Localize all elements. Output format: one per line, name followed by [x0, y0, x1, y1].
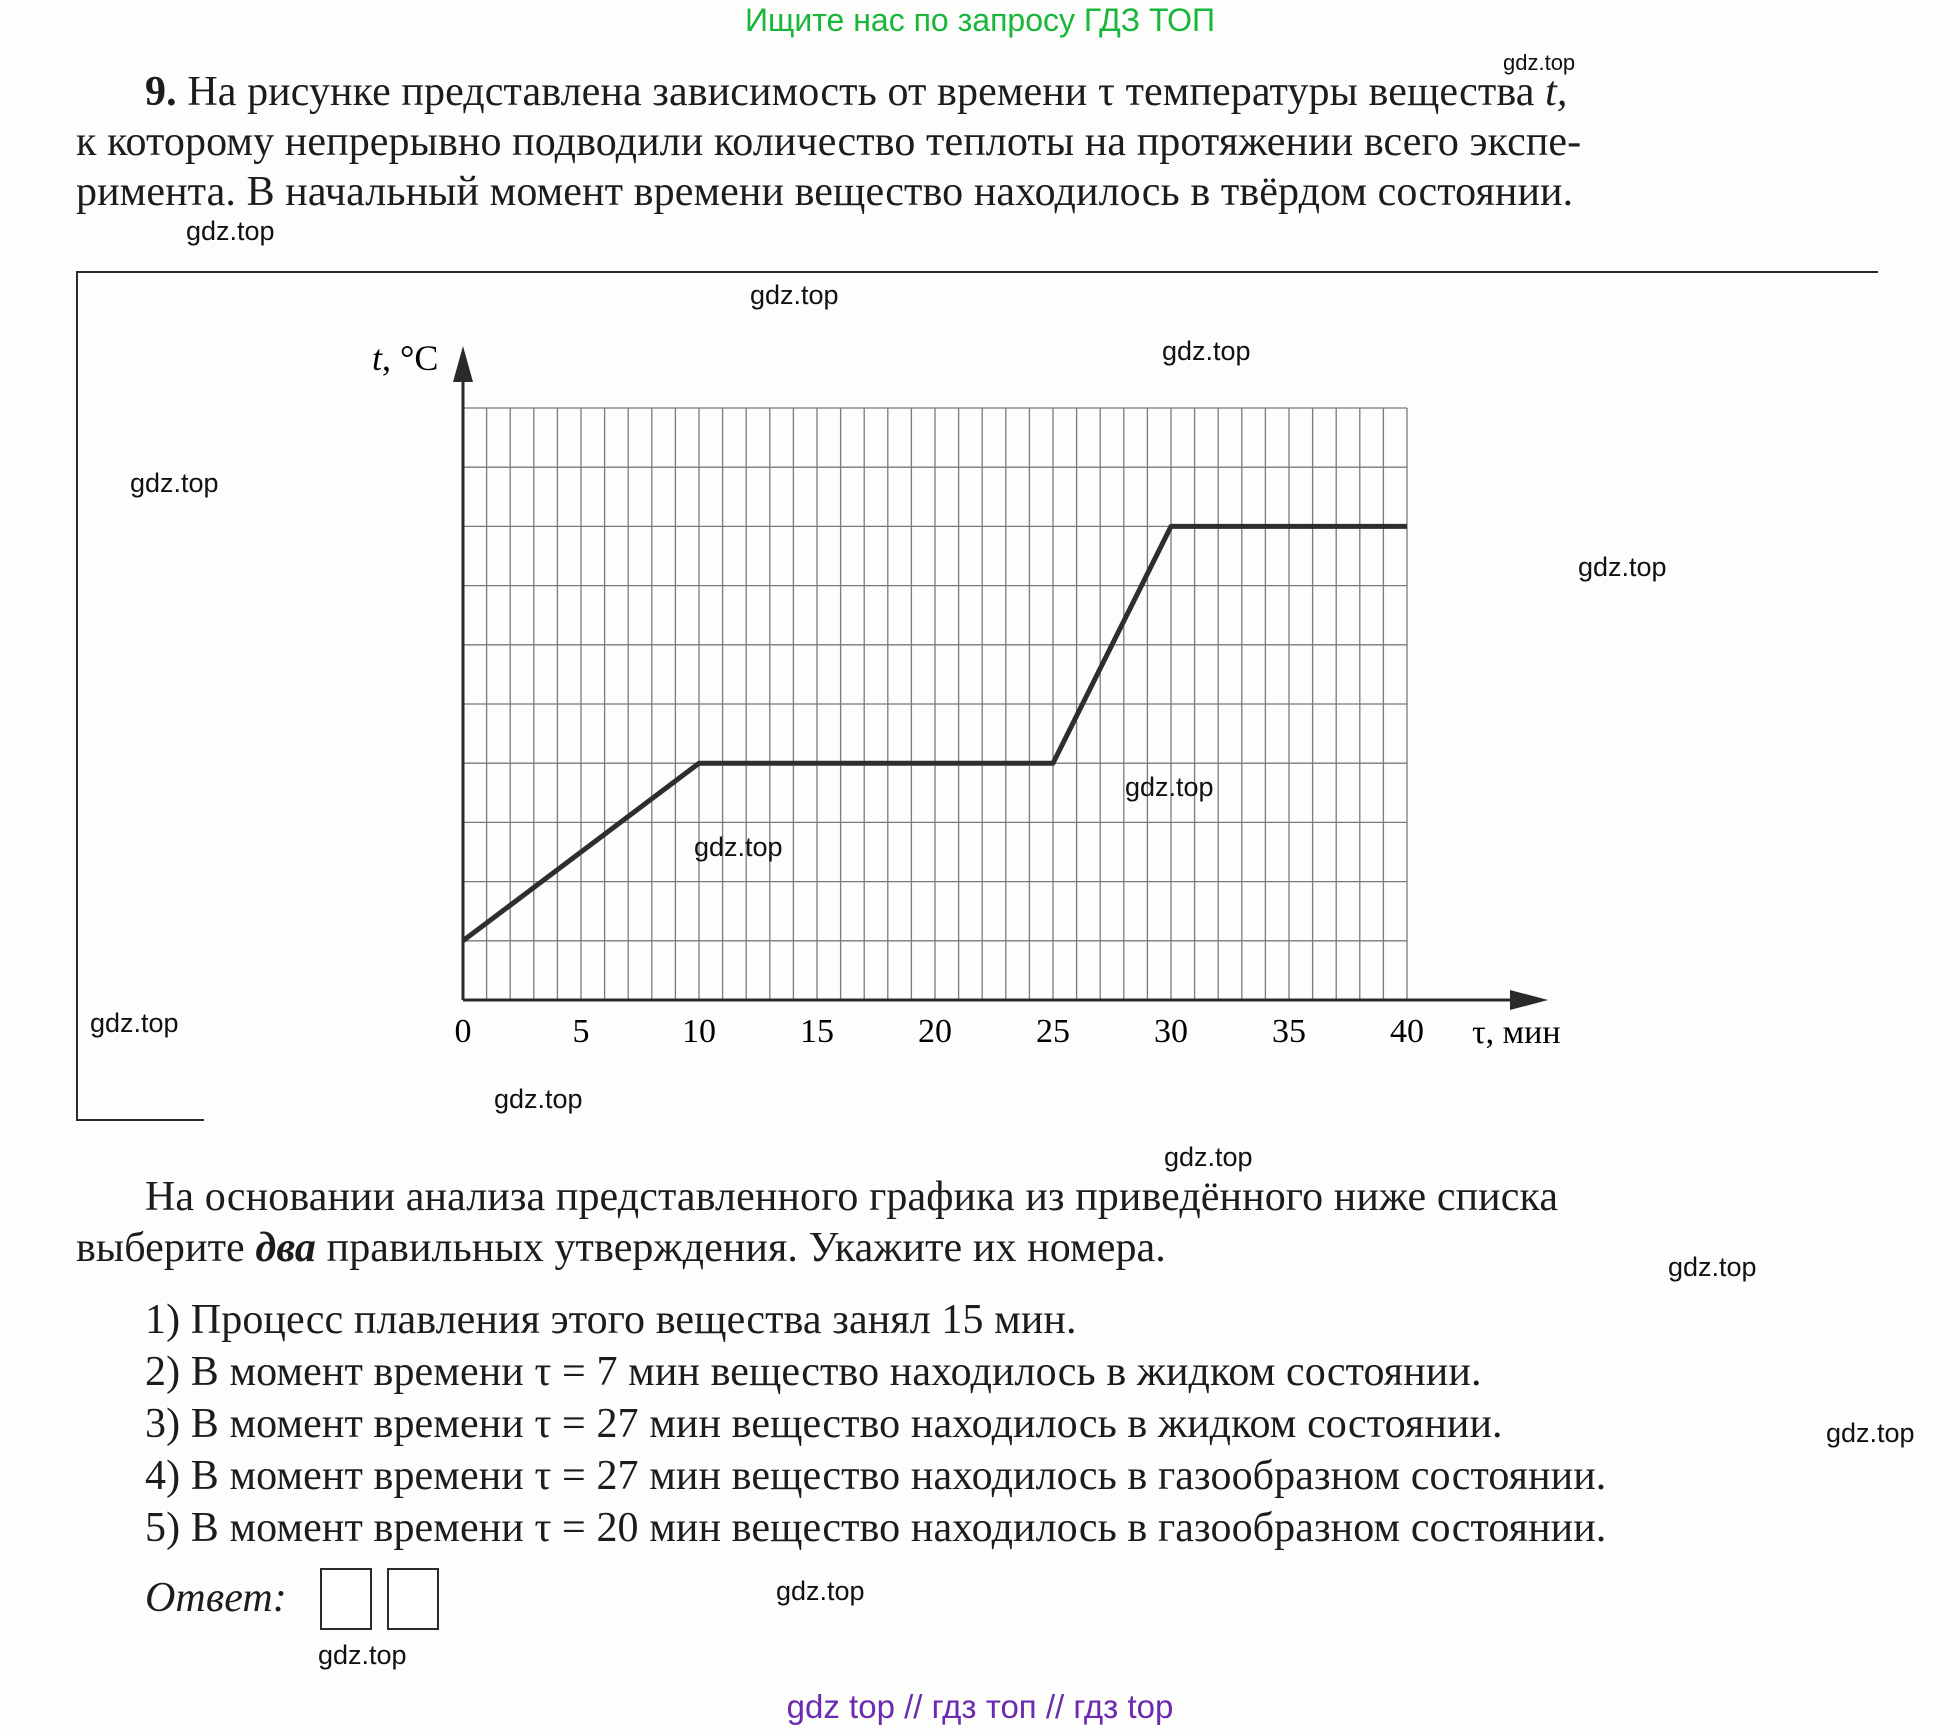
- question-line-2: [76, 1224, 1166, 1272]
- x-tick-label: 40: [1390, 1013, 1424, 1050]
- top-banner[interactable]: Ищите нас по запросу ГДЗ ТОП: [745, 2, 1215, 38]
- option-2: 2) В момент времени τ = 7 мин вещество находилось в жидком состоянии.: [145, 1349, 1482, 1395]
- watermark: gdz.top: [318, 1640, 407, 1670]
- option-3: 3) В момент времени τ = 27 мин вещество находилось в жидком состоянии.: [145, 1401, 1503, 1447]
- watermark: gdz.top: [494, 1084, 583, 1114]
- x-tick-label: 5: [572, 1013, 590, 1050]
- x-tick-label: 15: [800, 1013, 834, 1050]
- task-line-3: римента. В начальный момент времени вещество находилось в твёрдом состоянии.: [76, 169, 1574, 215]
- question-emphasis: два: [255, 1225, 317, 1271]
- chart-grid: [463, 408, 1407, 1000]
- question-line-1: На основании анализа представленного графика из приведённого ниже списка: [145, 1174, 1559, 1220]
- question-text-b: правильных утверждения. Укажите их номера.: [316, 1225, 1166, 1271]
- watermark: gdz.top: [186, 216, 275, 246]
- footer-links[interactable]: gdz top // гдз топ // гдз top: [786, 1688, 1174, 1725]
- x-axis-arrow: [1510, 990, 1548, 1010]
- option-4: 4) В момент времени τ = 27 мин вещество находилось в газообразном состоянии.: [145, 1453, 1607, 1499]
- watermark: gdz.top: [130, 468, 219, 498]
- x-tick-label: 10: [682, 1013, 716, 1050]
- task-number: 9.: [145, 69, 177, 115]
- x-axis-label: τ, мин: [1472, 1014, 1561, 1051]
- task-text-1: На рисунке представлена зависимость от времени τ температуры вещества: [187, 69, 1546, 115]
- option-1: 1) Процесс плавления этого вещества занял 15 мин.: [145, 1297, 1077, 1343]
- answer-box-1[interactable]: [320, 1568, 372, 1630]
- watermark: gdz.top: [1162, 336, 1251, 366]
- watermark: gdz.top: [1125, 772, 1214, 802]
- watermark: gdz.top: [1578, 552, 1667, 582]
- chart-tick-labels: [455, 1013, 1425, 1050]
- task-variable-t: t,: [1545, 69, 1568, 115]
- answer-box-2[interactable]: [387, 1568, 439, 1630]
- x-tick-label: 20: [918, 1013, 952, 1050]
- x-tick-label: 30: [1154, 1013, 1188, 1050]
- watermark: gdz.top: [1826, 1418, 1915, 1448]
- option-5: 5) В момент времени τ = 20 мин вещество находилось в газообразном состоянии.: [145, 1505, 1607, 1551]
- watermark: gdz.top: [1668, 1252, 1757, 1282]
- watermark: gdz.top: [1164, 1142, 1253, 1172]
- y-axis-arrow: [453, 346, 473, 382]
- watermark: gdz.top: [1503, 50, 1576, 75]
- watermark: gdz.top: [694, 832, 783, 862]
- watermark: gdz.top: [90, 1008, 179, 1038]
- x-tick-label: 0: [454, 1013, 472, 1050]
- question-text-a: выберите: [76, 1225, 256, 1271]
- x-tick-label: 25: [1036, 1013, 1070, 1050]
- y-axis-label: t, °C: [372, 338, 439, 378]
- watermark: gdz.top: [776, 1576, 865, 1606]
- watermark: gdz.top: [750, 280, 839, 310]
- answer-label: Ответ:: [145, 1575, 287, 1621]
- task-line-2: к которому непрерывно подводили количество теплоты на протяжении всего экспе-: [76, 119, 1582, 165]
- x-tick-label: 35: [1272, 1013, 1306, 1050]
